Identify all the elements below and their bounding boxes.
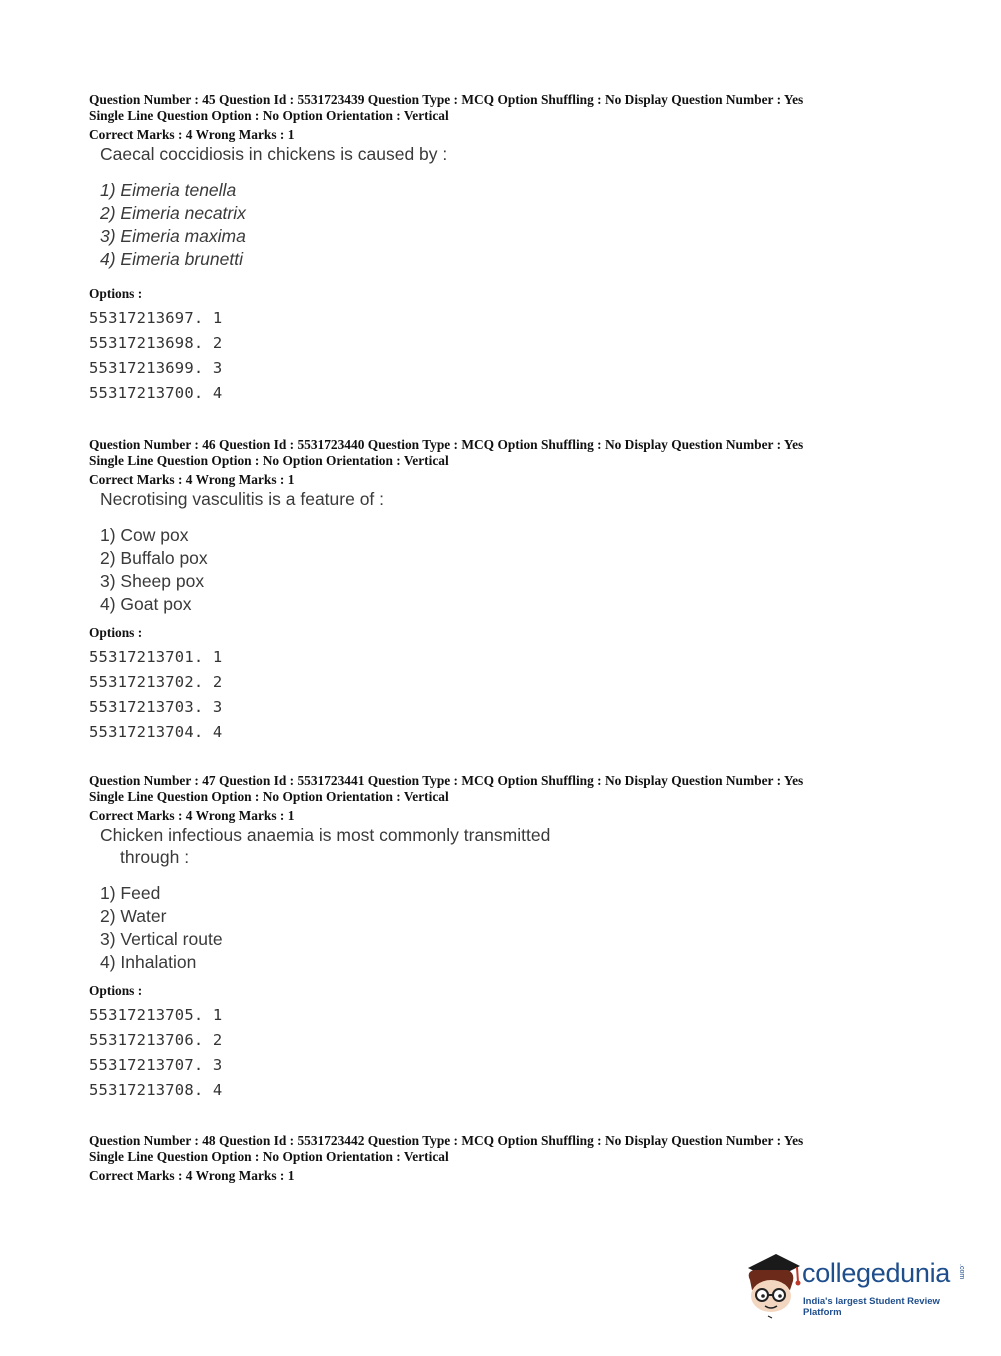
choice-list — [100, 179, 969, 272]
option-id: 55317213699. 3 — [89, 359, 223, 378]
option-id: 55317213708. 4 — [89, 1081, 223, 1100]
option-id: 55317213697. 1 — [89, 308, 223, 327]
question-meta-line: Question Number : 46 Question Id : 5531723440 Question Type : MCQ Option Shuffling : No Display Question Number : Yes — [89, 437, 804, 452]
choice-item: 1) Feed — [100, 882, 161, 903]
question-stem: Necrotising vasculitis is a feature of : — [100, 488, 385, 509]
choice-item: 3) Sheep pox — [100, 571, 205, 592]
question-block-45 — [89, 92, 969, 407]
choice-item: 1) Cow pox — [100, 524, 189, 545]
choice-item: 4) Inhalation — [100, 952, 197, 973]
logo-suffix: .com — [958, 1264, 965, 1280]
option-id: 55317213703. 3 — [89, 698, 223, 717]
marks-line: Correct Marks : 4 Wrong Marks : 1 — [89, 1168, 295, 1183]
choice-item: 2) Eimeria necatrix — [100, 202, 246, 223]
option-id: 55317213698. 2 — [89, 333, 223, 352]
option-id-list — [89, 645, 969, 746]
question-meta-line: Question Number : 47 Question Id : 5531723441 Question Type : MCQ Option Shuffling : No Display Question Number : Yes — [89, 773, 804, 788]
option-id: 55317213707. 3 — [89, 1056, 223, 1075]
option-id-list — [89, 306, 969, 407]
choice-item: 4) Goat pox — [100, 594, 192, 615]
marks-line: Correct Marks : 4 Wrong Marks : 1 — [89, 808, 295, 823]
question-meta-line: Question Number : 48 Question Id : 5531723442 Question Type : MCQ Option Shuffling : No Display Question Number : Yes — [89, 1133, 804, 1148]
choice-list — [100, 882, 969, 975]
option-id: 55317213704. 4 — [89, 723, 223, 742]
option-id: 55317213701. 1 — [89, 647, 223, 666]
question-stem: Chicken infectious anaemia is most commonly transmitted — [100, 824, 551, 845]
choice-item: 4) Eimeria brunetti — [100, 249, 243, 270]
question-block-46 — [89, 437, 969, 746]
logo-wordmark: collegedunia — [802, 1258, 951, 1288]
question-block-48 — [89, 1133, 969, 1184]
options-label: Options : — [89, 285, 143, 301]
mascot-icon — [742, 1250, 802, 1320]
question-meta-line: Single Line Question Option : No Option Orientation : Vertical — [89, 452, 449, 468]
choice-item: 2) Buffalo pox — [100, 547, 208, 568]
question-meta-line: Single Line Question Option : No Option Orientation : Vertical — [89, 788, 449, 804]
choice-item: 1) Eimeria tenella — [100, 179, 237, 200]
option-id: 55317213706. 2 — [89, 1030, 223, 1049]
logo-tagline: India's largest Student Review Platform — [803, 1296, 940, 1318]
option-id: 55317213705. 1 — [89, 1005, 223, 1024]
choice-item: 3) Eimeria maxima — [100, 226, 246, 247]
option-id: 55317213700. 4 — [89, 384, 223, 403]
choice-item: 3) Vertical route — [100, 929, 223, 950]
option-id-list — [89, 1003, 969, 1104]
question-block-47 — [89, 773, 969, 1104]
question-meta-line: Question Number : 45 Question Id : 5531723439 Question Type : MCQ Option Shuffling : No Display Question Number : Yes — [89, 92, 804, 107]
marks-line: Correct Marks : 4 Wrong Marks : 1 — [89, 127, 295, 142]
choice-list — [100, 524, 969, 617]
marks-line: Correct Marks : 4 Wrong Marks : 1 — [89, 472, 295, 487]
options-label: Options : — [89, 624, 143, 640]
choice-item: 2) Water — [100, 905, 167, 926]
question-meta-line: Single Line Question Option : No Option Orientation : Vertical — [89, 1148, 449, 1164]
question-stem-continuation: through : — [120, 846, 190, 867]
question-stem: Caecal coccidiosis in chickens is caused by : — [100, 143, 448, 164]
collegedunia-logo[interactable] — [742, 1250, 972, 1320]
option-id: 55317213702. 2 — [89, 672, 223, 691]
options-label: Options : — [89, 982, 143, 998]
question-meta-line: Single Line Question Option : No Option Orientation : Vertical — [89, 107, 449, 123]
